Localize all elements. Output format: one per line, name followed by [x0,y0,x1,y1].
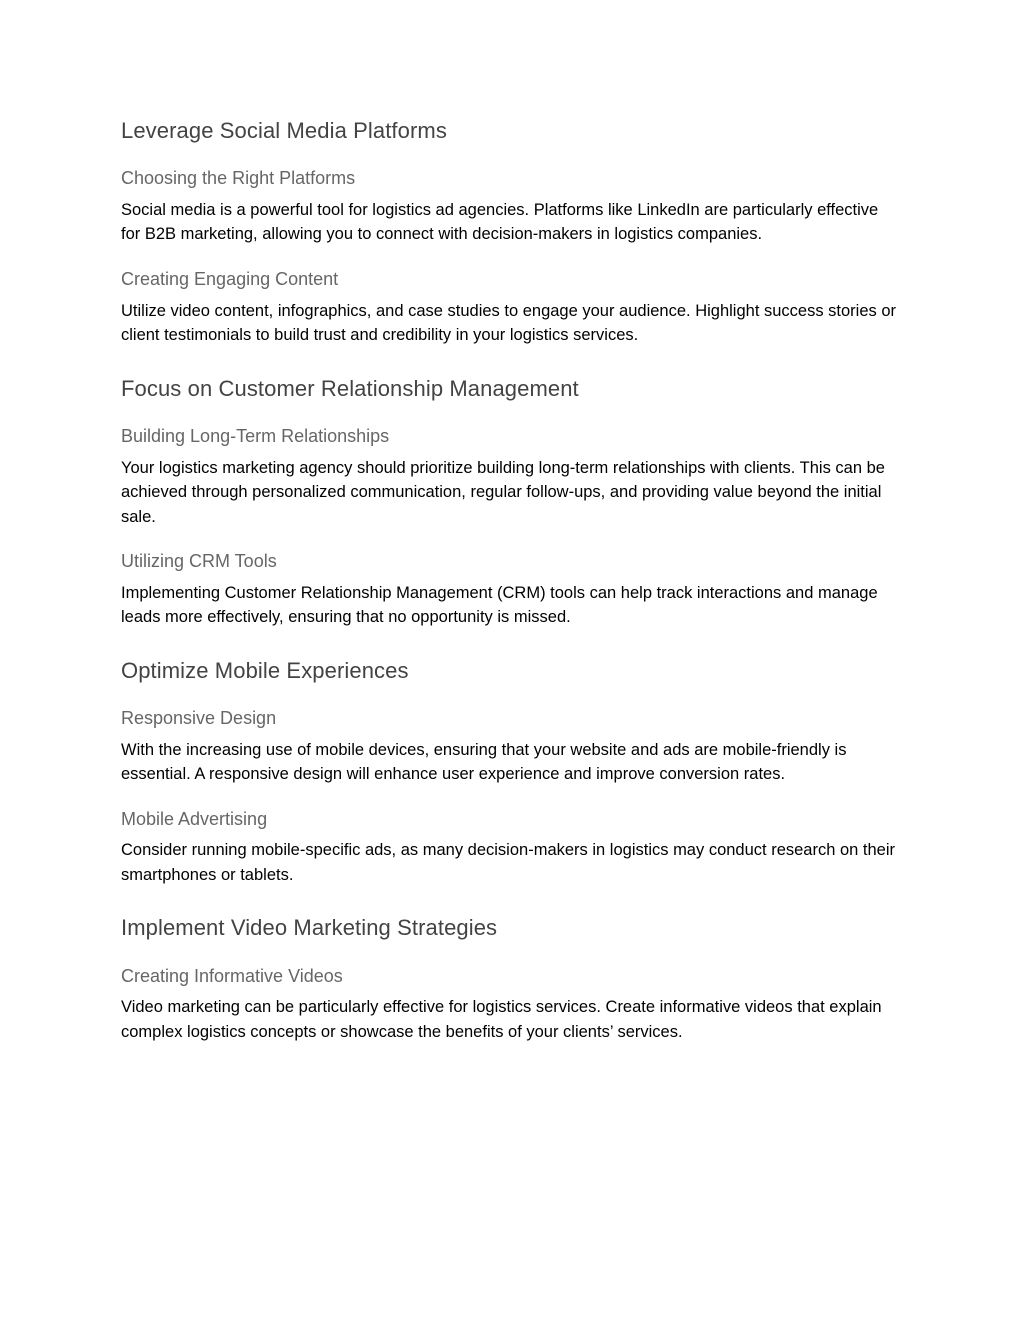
subsection-heading: Choosing the Right Platforms [121,168,356,189]
section-heading: Leverage Social Media Platforms [121,118,447,143]
paragraph: Social media is a powerful tool for logistics ad agencies. Platforms like LinkedIn are particularly effective for B2B marketing, allowing you to connect with decision-makers in logistics companies. [121,200,879,244]
paragraph: Video marketing can be particularly effective for logistics services. Create informative videos that explain complex logistics concepts or showcase the benefits of your clients’ services. [121,998,882,1041]
subsection-mobile-advertising [121,809,904,888]
paragraph: Your logistics marketing agency should prioritize building long-term relationships with clients. This can be achieved through personalized communication, regular follow-ups, and providing value beyond the initial sale. [121,458,885,526]
section-heading: Optimize Mobile Experiences [121,657,409,683]
section-heading: Focus on Customer Relationship Management [121,375,579,401]
subsection-heading: Mobile Advertising [121,808,268,829]
section-mobile [121,658,904,888]
subsection-heading: Creating Engaging Content [121,268,339,289]
subsection-informative-videos [121,966,904,1045]
subsection-crm-tools [121,551,904,630]
paragraph: With the increasing use of mobile devices, ensuring that your website and ads are mobile-friendly is essential. A responsive design will enhance user experience and improve conversion rates. [121,740,847,784]
subsection-engaging-content [121,269,904,348]
subsection-long-term-relationships [121,426,904,529]
section-social-media [121,118,904,348]
subsection-heading: Creating Informative Videos [121,965,343,986]
section-crm [121,376,904,630]
subsection-heading: Building Long-Term Relationships [121,425,390,446]
paragraph: Consider running mobile-specific ads, as many decision-makers in logistics may conduct research on their smartphones or tablets. [121,841,896,884]
subsection-heading: Responsive Design [121,708,277,729]
section-video-marketing [121,915,904,1044]
subsection-heading: Utilizing CRM Tools [121,551,277,572]
section-heading: Implement Video Marketing Strategies [121,915,498,941]
subsection-responsive-design [121,708,904,787]
paragraph: Implementing Customer Relationship Management (CRM) tools can help track interactions and manage leads more effectively, ensuring that no opportunity is missed. [121,583,878,627]
paragraph: Utilize video content, infographics, and case studies to engage your audience. Highlight success stories or client testimonials to build trust and credibility in your logistics services. [121,301,897,345]
subsection-choosing-platforms [121,168,904,247]
